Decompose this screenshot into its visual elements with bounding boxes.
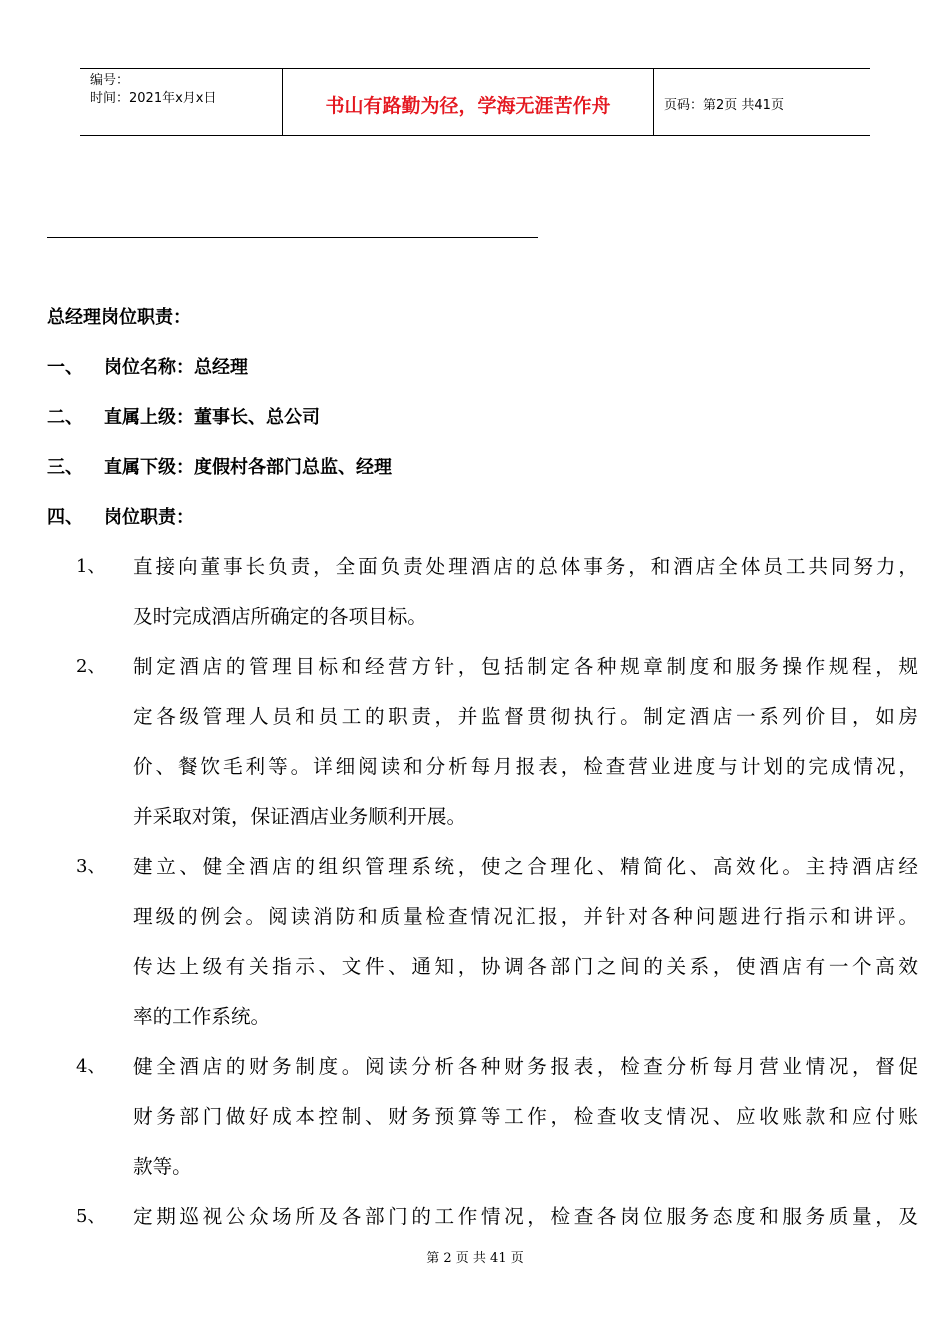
section-text: 岗位名称：总经理	[104, 357, 248, 378]
section-text: 直属上级：董事长、总公司	[104, 407, 320, 428]
header-motto-cell	[282, 69, 654, 135]
item-number: 1、	[76, 556, 106, 577]
section-number: 四、	[47, 507, 83, 528]
doc-title: 总经理岗位职责：	[47, 307, 191, 328]
section-number: 三、	[47, 457, 83, 478]
section-divider	[47, 237, 538, 238]
doc-code-label: 编号：	[90, 73, 130, 88]
item-line: 定各级管理人员和员工的职责，并监督贯彻执行。制定酒店一系列价目，如房	[133, 705, 918, 728]
item-line: 款等。	[133, 1155, 192, 1178]
item-paragraph	[133, 842, 918, 1042]
item-line: 理级的例会。阅读消防和质量检查情况汇报，并针对各种问题进行指示和讲评。	[133, 905, 918, 928]
item-number: 2、	[76, 656, 106, 677]
item-line: 健全酒店的财务制度。阅读分析各种财务报表，检查分析每月营业情况，督促	[133, 1055, 918, 1078]
item-line: 及时完成酒店所确定的各项目标。	[133, 605, 427, 628]
header-page-info: 页码：第2页 共41页	[664, 98, 784, 113]
item-paragraph	[133, 1192, 918, 1242]
item-number: 4、	[76, 1056, 106, 1077]
section-number: 一、	[47, 357, 83, 378]
section-text: 岗位职责：	[104, 507, 194, 528]
header-info-cell	[80, 69, 282, 135]
section-number: 二、	[47, 407, 83, 428]
item-line: 制定酒店的管理目标和经营方针，包括制定各种规章制度和服务操作规程，规	[133, 655, 918, 678]
item-line: 并采取对策，保证酒店业务顺利开展。	[133, 805, 467, 828]
section-text: 直属下级：度假村各部门总监、经理	[104, 457, 392, 478]
item-line: 直接向董事长负责，全面负责处理酒店的总体事务，和酒店全体员工共同努力，	[133, 555, 918, 578]
doc-time-label: 时间：2021年x月x日	[90, 91, 217, 106]
item-paragraph	[133, 642, 918, 842]
item-line: 价、餐饮毛利等。详细阅读和分析每月报表，检查营业进度与计划的完成情况，	[133, 755, 918, 778]
item-line: 率的工作系统。	[133, 1005, 271, 1028]
page-header	[80, 68, 870, 136]
header-page-cell	[654, 69, 870, 135]
item-line: 传达上级有关指示、文件、通知，协调各部门之间的关系，使酒店有一个高效	[133, 955, 918, 978]
item-paragraph	[133, 1042, 918, 1192]
page-footer: 第 2 页 共 41 页	[426, 1251, 524, 1266]
item-line: 定期巡视公众场所及各部门的工作情况，检查各岗位服务态度和服务质量，及	[133, 1205, 918, 1228]
item-line: 建立、健全酒店的组织管理系统，使之合理化、精简化、高效化。主持酒店经	[133, 855, 918, 878]
item-line: 财务部门做好成本控制、财务预算等工作，检查收支情况、应收账款和应付账	[133, 1105, 918, 1128]
item-number: 5、	[76, 1206, 106, 1227]
item-number: 3、	[76, 856, 106, 877]
header-motto: 书山有路勤为径，学海无涯苦作舟	[325, 95, 611, 117]
item-paragraph	[133, 542, 918, 642]
